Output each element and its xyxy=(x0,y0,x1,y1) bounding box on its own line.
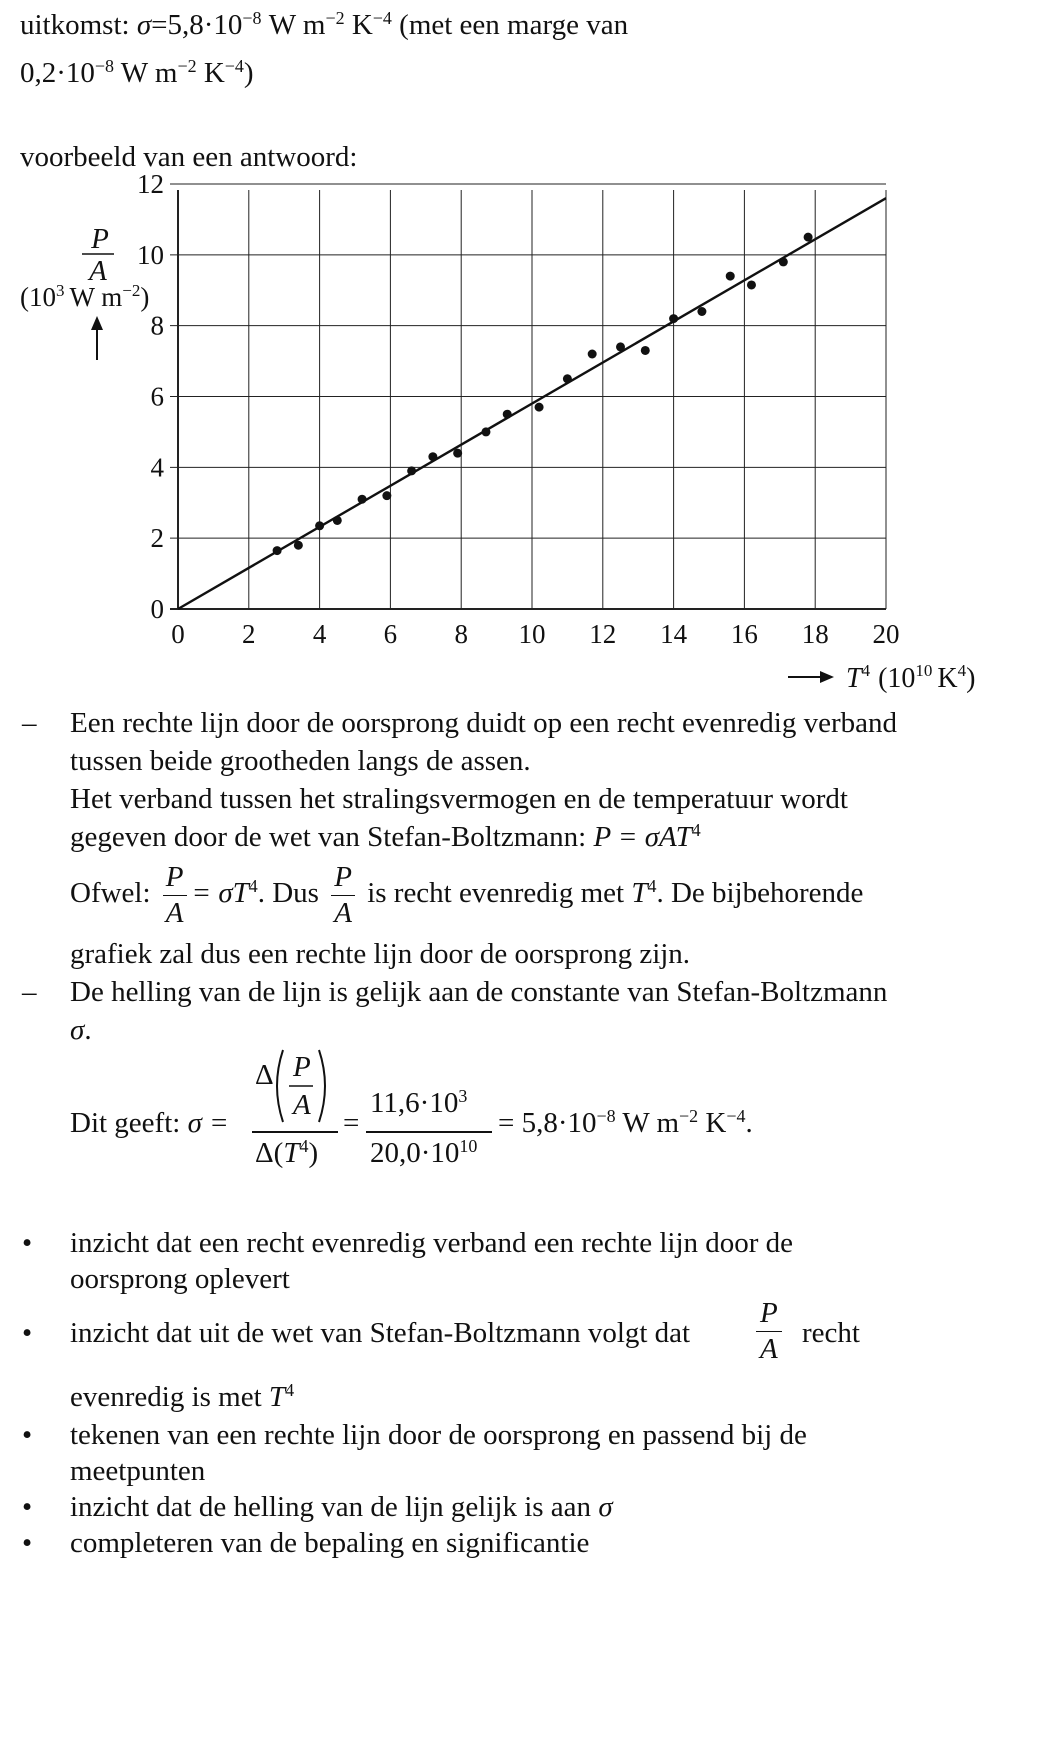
frac2-num: P xyxy=(334,861,352,893)
data-point xyxy=(616,342,625,351)
data-point xyxy=(726,272,735,281)
y-tick-label: 8 xyxy=(150,310,164,341)
y-unit-rest: W m xyxy=(69,282,123,312)
criterion-1-line2: oorsprong oplevert xyxy=(70,1263,290,1295)
delta-t: T xyxy=(283,1137,300,1169)
x-unit-rest-exp: 4 xyxy=(957,661,967,680)
x-axis-arrow xyxy=(788,671,834,683)
p-over-a-fraction xyxy=(163,860,187,931)
c2-den: A xyxy=(756,1331,782,1367)
x-tick-label: 4 xyxy=(312,619,327,649)
result xyxy=(498,1106,753,1141)
y-axis-arrow xyxy=(91,316,103,360)
bullet-5: • xyxy=(22,1527,33,1559)
y-tick-label: 10 xyxy=(137,239,164,270)
data-point xyxy=(563,374,572,383)
expl-p2-sigma xyxy=(70,1013,92,1048)
data-point xyxy=(588,350,597,359)
formula-exp: 4 xyxy=(691,820,701,841)
x-tick-label: 12 xyxy=(589,619,617,649)
data-point xyxy=(503,410,512,419)
dash-1: – xyxy=(22,707,37,739)
margin-value: 0,2·10 xyxy=(20,57,95,89)
data-point xyxy=(641,346,650,355)
data-point xyxy=(382,491,391,500)
main-fraction-bar xyxy=(252,1131,338,1133)
criterion-2-fraction xyxy=(756,1296,782,1367)
c2-t-exp: 4 xyxy=(285,1380,295,1401)
x-label xyxy=(846,661,975,694)
y-tick-label: 0 xyxy=(150,594,164,624)
x-tick-label: 18 xyxy=(801,619,829,649)
c4-sigma: σ xyxy=(598,1491,613,1523)
x-unit-exp: 10 xyxy=(915,661,933,680)
dus-text: . Dus xyxy=(257,876,319,909)
data-point xyxy=(273,546,282,555)
delta-frac-den: A xyxy=(293,1089,311,1121)
delta-t4-denominator: $\Delta(T^4)$ xyxy=(255,1136,319,1169)
chart-tick-labels xyxy=(137,169,900,649)
dit-geeft-text: Dit geeft: xyxy=(70,1107,181,1139)
result-unit-k-exp: −4 xyxy=(726,1106,746,1127)
x-label-exp: 4 xyxy=(861,661,871,680)
data-point xyxy=(333,516,342,525)
c2-num: P xyxy=(760,1297,778,1329)
den-value xyxy=(370,1136,477,1171)
y-label-den: A xyxy=(89,255,107,287)
y-tick-label: 2 xyxy=(150,523,164,554)
uitkomst-value: 5,8·10 xyxy=(167,9,243,41)
criterion-3-line2: meetpunten xyxy=(70,1455,206,1487)
y-label-num: P xyxy=(91,223,109,255)
uitkomst-margin-text: (met een marge van xyxy=(399,9,629,41)
delta-t-exp: 4 xyxy=(299,1136,309,1157)
sigma-symbol: σ xyxy=(136,9,152,41)
bullet-1: • xyxy=(22,1227,33,1259)
x-tick-label: 20 xyxy=(872,619,900,649)
num-exp: 3 xyxy=(458,1086,468,1107)
data-point xyxy=(358,495,367,504)
y-unit-close: ) xyxy=(140,282,150,312)
margin-exp: −8 xyxy=(94,56,115,77)
expl-p1-line2: tussen beide grootheden langs de assen. xyxy=(70,745,531,777)
ofwel-label: Ofwel: xyxy=(70,876,151,909)
result-unit-k: K xyxy=(705,1107,727,1139)
x-unit-rest: K xyxy=(937,663,958,694)
criterion-5: completeren van de bepaling en significantie xyxy=(70,1527,590,1559)
result-unit-w: W m xyxy=(622,1107,680,1139)
data-point xyxy=(481,427,490,436)
num-value xyxy=(370,1086,467,1121)
bullet-4: • xyxy=(22,1491,33,1523)
x-tick-label: 10 xyxy=(518,619,546,649)
criterion-3-line1: tekenen van een rechte lijn door de oorsprong en passend bij de xyxy=(70,1419,807,1451)
sigma-eq: σ = xyxy=(187,1107,229,1139)
delta-symbol-den: Δ xyxy=(255,1137,274,1169)
unit-m-exp: −2 xyxy=(325,8,345,29)
data-point xyxy=(315,521,324,530)
x-label-var: T xyxy=(846,663,862,694)
delta-pa-numerator xyxy=(255,1046,335,1126)
result-value: = 5,8·10 xyxy=(498,1107,597,1139)
expl-p1-line3: Het verband tussen het stralingsvermogen en de temperatuur wordt xyxy=(70,783,848,815)
num-value-text: 11,6·10 xyxy=(370,1087,459,1119)
t-symbol: T xyxy=(631,876,648,909)
uitkomst-label: uitkomst: xyxy=(20,9,130,41)
bullet-2: • xyxy=(22,1317,33,1349)
expl-p1-line1: Een rechte lijn door de oorsprong duidt op een recht evenredig verband xyxy=(70,707,898,739)
x-tick-label: 14 xyxy=(660,619,688,649)
criterion-4 xyxy=(70,1490,613,1525)
y-unit-rest-exp: −2 xyxy=(122,281,141,300)
x-tick-label: 16 xyxy=(730,619,758,649)
eq-exp: 4 xyxy=(248,876,258,897)
y-unit-base: (10 xyxy=(20,282,56,312)
den-exp: 10 xyxy=(459,1136,478,1157)
p2-sigma: σ xyxy=(70,1014,85,1046)
unit-k-exp: −4 xyxy=(372,8,392,29)
y-tick-label: 6 xyxy=(150,381,164,412)
margin-unit-m-exp: −2 xyxy=(177,56,197,77)
criterion-2-recht: recht xyxy=(802,1317,860,1349)
bullet-3: • xyxy=(22,1419,33,1451)
eq-sigma-t: = σT xyxy=(191,876,249,909)
p2-period: . xyxy=(84,1014,92,1046)
delta-frac-num: P xyxy=(293,1051,311,1083)
frac2-den: A xyxy=(331,895,355,931)
uitkomst-unit-k: K xyxy=(351,9,373,41)
uitkomst-unit-w: W m xyxy=(268,9,326,41)
data-point xyxy=(747,280,756,289)
data-point xyxy=(669,314,678,323)
result-unit-m-exp: −2 xyxy=(679,1106,699,1127)
expl-p2-line1: De helling van de lijn is gelijk aan de constante van Stefan-Boltzmann xyxy=(70,976,888,1008)
criterion-2-line1: inzicht dat uit de wet van Stefan-Boltzmann volgt dat xyxy=(70,1317,691,1349)
data-point xyxy=(804,233,813,242)
is-recht-text: is recht evenredig met xyxy=(367,876,625,909)
margin-unit-k: K xyxy=(203,57,225,89)
data-point xyxy=(407,466,416,475)
data-point xyxy=(779,257,788,266)
value-fraction-bar xyxy=(366,1131,492,1133)
c2-line2-text: evenredig is met xyxy=(70,1381,262,1413)
expl-p1-last: grafiek zal dus een rechte lijn door de oorsprong zijn. xyxy=(70,938,691,970)
margin-close: ) xyxy=(243,57,254,89)
expl-ofwel-line xyxy=(70,860,863,931)
de-bijbehorende-text: . De bijbehorende xyxy=(656,876,864,909)
y-unit-exp: 3 xyxy=(56,281,65,300)
c2-t: T xyxy=(268,1381,286,1413)
x-unit-close: ) xyxy=(966,663,976,694)
uitkomst-exp: −8 xyxy=(242,8,262,29)
data-point xyxy=(453,449,462,458)
data-point xyxy=(428,452,437,461)
data-point xyxy=(294,541,303,550)
uitkomst-line xyxy=(20,8,628,43)
y-tick-label: 4 xyxy=(150,452,164,483)
criterion-1-line1: inzicht dat een recht evenredig verband een rechte lijn door de xyxy=(70,1227,794,1259)
y-label-unit xyxy=(20,281,149,312)
stefan-boltzmann-formula: P = σAT xyxy=(593,821,692,853)
margin-unit-w: W m xyxy=(120,57,178,89)
x-tick-label: 8 xyxy=(454,619,468,649)
scatter-chart xyxy=(0,169,1044,700)
dit-geeft-label xyxy=(70,1106,229,1141)
delta-symbol-num: Δ xyxy=(255,1059,274,1091)
expl-p1-line4-text: gegeven door de wet van Stefan-Boltzmann: xyxy=(70,821,587,853)
c4-text: inzicht dat de helling van de lijn gelijk is aan xyxy=(70,1491,592,1523)
equals-sign: = xyxy=(151,9,168,41)
expl-p1-line4 xyxy=(70,820,701,855)
t-exp: 4 xyxy=(647,876,657,897)
data-point xyxy=(535,403,544,412)
dash-2: – xyxy=(22,976,37,1008)
x-tick-label: 2 xyxy=(242,619,256,649)
y-tick-label: 12 xyxy=(137,169,164,199)
criterion-2-line2 xyxy=(70,1380,294,1415)
x-tick-label: 0 xyxy=(171,619,185,649)
p-over-a-fraction-2 xyxy=(331,860,355,931)
result-end: . xyxy=(745,1107,753,1139)
x-tick-label: 6 xyxy=(383,619,398,649)
x-unit-base: (10 xyxy=(878,663,916,694)
frac-den: A xyxy=(163,895,187,931)
uitkomst-margin-line xyxy=(20,56,254,91)
result-exp: −8 xyxy=(596,1106,616,1127)
margin-unit-k-exp: −4 xyxy=(224,56,244,77)
equals-2: = xyxy=(343,1107,360,1139)
den-value-text: 20,0·10 xyxy=(370,1137,460,1169)
chart-grid xyxy=(170,184,886,609)
example-label: voorbeeld van een antwoord: xyxy=(20,141,358,173)
frac-num: P xyxy=(165,861,184,893)
data-point xyxy=(697,307,706,316)
